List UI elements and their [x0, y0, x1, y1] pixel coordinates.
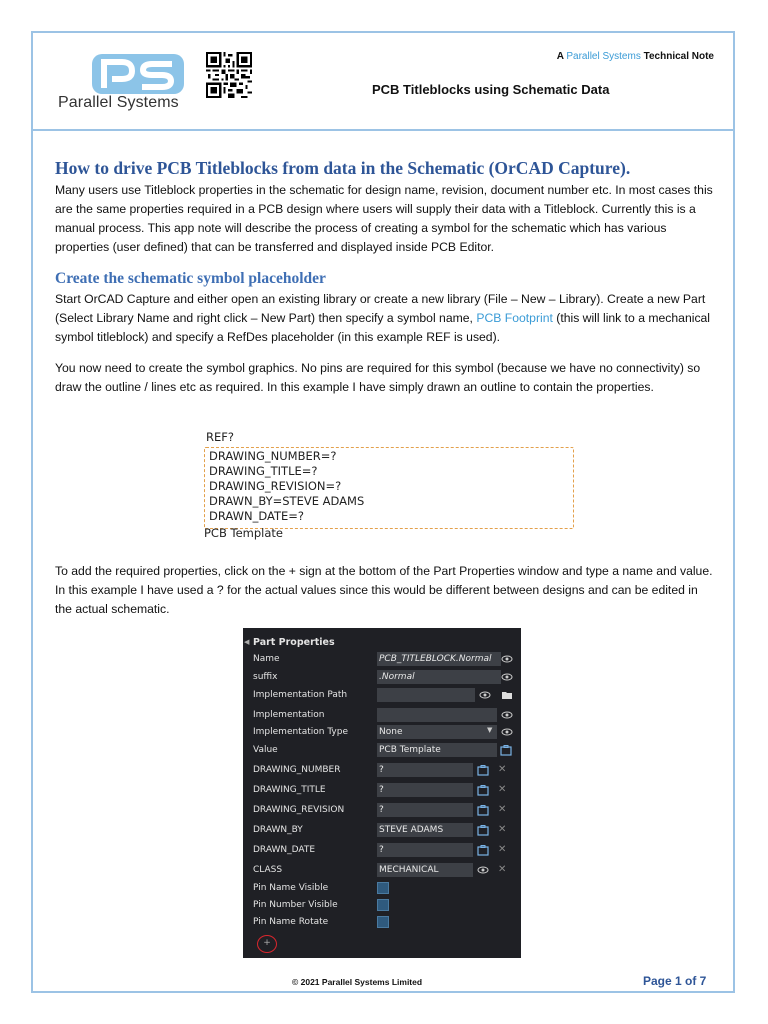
symbol-property: DRAWING_REVISION=? — [209, 479, 342, 493]
property-row: DRAWING_TITLE ? ✕ — [253, 784, 507, 795]
template-label: PCB Template — [204, 526, 283, 540]
property-row: Implementation Path — [243, 688, 521, 704]
section-heading: Create the schematic symbol placeholder — [55, 270, 326, 287]
briefcase-icon[interactable] — [477, 804, 489, 816]
pin-name-rotate-checkbox[interactable] — [377, 916, 389, 928]
briefcase-icon[interactable] — [477, 784, 489, 796]
delete-icon[interactable]: ✕ — [498, 844, 507, 855]
footer-copyright: © 2021 Parallel Systems Limited — [292, 977, 423, 987]
pin-name-visible-checkbox[interactable] — [377, 882, 389, 894]
briefcase-icon[interactable] — [477, 764, 489, 776]
eye-icon[interactable] — [501, 653, 513, 665]
company-name-accent: Parallel Systems — [566, 51, 641, 62]
eye-icon[interactable] — [477, 864, 489, 876]
properties-paragraph: To add the required properties, click on the + sign at the bottom of the Part Properties window and type a name and value. In this example I have used a ? for the actual values since this would be different between designs and can be edited in the actual schematic. — [55, 564, 713, 616]
property-value-input[interactable]: MECHANICAL — [377, 863, 473, 877]
property-value-input[interactable] — [377, 688, 475, 702]
property-value-input[interactable]: ? — [377, 803, 473, 817]
property-value-input[interactable]: .Normal — [377, 670, 501, 684]
pcb-footprint-highlight: PCB Footprint — [476, 311, 553, 325]
property-value-input[interactable]: STEVE ADAMS — [377, 823, 473, 837]
add-property-button[interactable]: + — [257, 935, 277, 953]
checkbox-row: Pin Name Visible — [243, 881, 521, 897]
property-value-input[interactable]: ? — [377, 783, 473, 797]
property-row: DRAWING_REVISION ? ✕ — [253, 804, 507, 815]
delete-icon[interactable]: ✕ — [498, 784, 507, 795]
symbol-property: DRAWING_NUMBER=? — [209, 449, 337, 463]
property-row: DRAWN_BY STEVE ADAMS ✕ — [253, 824, 507, 835]
delete-icon[interactable]: ✕ — [498, 864, 507, 875]
property-value-input[interactable]: ? — [377, 843, 473, 857]
eye-icon[interactable] — [501, 726, 513, 738]
folder-icon[interactable] — [501, 689, 513, 701]
delete-icon[interactable]: ✕ — [498, 804, 507, 815]
property-row: Implementation — [243, 708, 521, 724]
property-value-input[interactable] — [377, 708, 497, 722]
property-row: DRAWING_NUMBER ? ✕ — [253, 764, 507, 775]
implementation-type-select[interactable]: None — [377, 725, 497, 739]
briefcase-icon[interactable] — [477, 844, 489, 856]
refdes-label: REF? — [206, 430, 234, 444]
intro-paragraph: Many users use Titleblock properties in the schematic for design name, revision, document number etc. In most cases this are the same properties required in a PCB design where users will supply their data with a Titleblock. Currently this is a manual process. This app note will describe the process of creating a symbol for the schematic which has various properties (user defined) that can be transferred and displayed inside PCB Editor. — [55, 183, 713, 254]
ps-logo-icon — [90, 52, 186, 96]
pin-number-visible-checkbox[interactable] — [377, 899, 389, 911]
property-row: Implementation Type None ▼ — [243, 725, 521, 741]
property-row: Value PCB Template — [243, 743, 521, 759]
property-value-input[interactable]: PCB Template — [377, 743, 497, 757]
collapse-icon[interactable]: ◀ — [244, 638, 250, 646]
property-row: DRAWN_DATE ? ✕ — [253, 844, 507, 855]
eye-icon[interactable] — [501, 709, 513, 721]
symbol-paragraph: Start OrCAD Capture and either open an existing library or create a new library (File – New – Library). Create a new Part (Select Library Name and right click – New Part) then specify a symbol name, PCB Footprint (this will link to a mechanical symbol titleblock) and specify a RefDes placeholder (in this example REF is used). — [55, 292, 711, 344]
graphics-paragraph: You now need to create the symbol graphics. No pins are required for this symbol (because we have no connectivity) so draw the outline / lines etc as required. In this example I have simply drawn an outline to contain the properties. — [55, 361, 701, 394]
document-title: PCB Titleblocks using Schematic Data — [372, 82, 610, 97]
delete-icon[interactable]: ✕ — [498, 764, 507, 775]
chevron-down-icon[interactable]: ▼ — [487, 726, 493, 734]
part-properties-panel — [243, 628, 521, 958]
symbol-figure — [200, 428, 580, 543]
symbol-property: DRAWING_TITLE=? — [209, 464, 318, 478]
property-row: Name PCB_TITLEBLOCK.Normal — [243, 652, 521, 668]
header-divider — [33, 129, 733, 131]
symbol-property: DRAWN_BY=STEVE ADAMS — [209, 494, 365, 508]
briefcase-icon[interactable] — [477, 824, 489, 836]
eye-icon[interactable] — [501, 671, 513, 683]
symbol-property: DRAWN_DATE=? — [209, 509, 304, 523]
briefcase-icon[interactable] — [500, 744, 512, 756]
company-logo — [58, 52, 188, 114]
eye-icon[interactable] — [479, 689, 491, 701]
property-value-input[interactable]: PCB_TITLEBLOCK.Normal — [377, 652, 501, 666]
checkbox-row: Pin Number Visible — [243, 898, 521, 914]
delete-icon[interactable]: ✕ — [498, 824, 507, 835]
property-row: suffix .Normal — [243, 670, 521, 686]
checkbox-row: Pin Name Rotate — [243, 915, 521, 931]
technical-note-tag: A Parallel Systems Technical Note — [556, 51, 714, 62]
property-row: CLASS MECHANICAL ✕ — [253, 864, 507, 875]
page-title: How to drive PCB Titleblocks from data in the Schematic (OrCAD Capture). — [55, 158, 631, 178]
property-value-input[interactable]: ? — [377, 763, 473, 777]
panel-title: Part Properties — [253, 637, 335, 648]
page-number: Page 1 of 7 — [643, 974, 707, 988]
qr-code-icon — [206, 52, 252, 98]
logo-text: Parallel Systems — [58, 94, 179, 111]
